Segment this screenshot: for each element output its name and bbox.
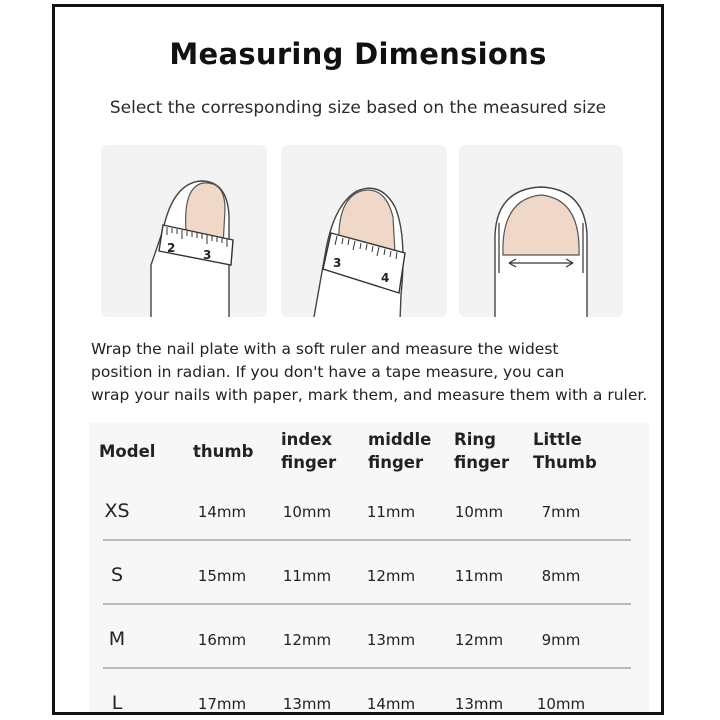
- cell-xs-little: 7mm: [541, 503, 581, 521]
- cell-l-little: 10mm: [536, 695, 586, 713]
- header-little-thumb: Little Thumb: [533, 430, 597, 472]
- header-index-finger: index finger: [281, 430, 337, 472]
- thumb-ruler-label-3: 3: [203, 248, 212, 262]
- measurement-instructions: [91, 338, 651, 407]
- row-model-l: L: [111, 692, 123, 714]
- cell-xs-index: 10mm: [282, 503, 332, 521]
- cell-l-middle: 14mm: [366, 695, 416, 713]
- cell-s-middle: 12mm: [366, 567, 416, 585]
- row-model-s: S: [110, 564, 124, 586]
- cell-l-ring: 13mm: [454, 695, 504, 713]
- cell-s-index: 11mm: [282, 567, 332, 585]
- header-model: Model: [99, 442, 156, 461]
- instruction-line: position in radian. If you don't have a tape measure, you can: [91, 363, 565, 381]
- size-chart-card: [52, 4, 664, 715]
- index-ruler-label-3: 3: [333, 256, 342, 270]
- cell-xs-ring: 10mm: [454, 503, 504, 521]
- index-ruler-label-4: 4: [381, 271, 390, 285]
- cell-m-index: 12mm: [282, 631, 332, 649]
- page-title: Measuring Dimensions: [169, 37, 547, 71]
- cell-l-index: 13mm: [282, 695, 332, 713]
- cell-s-thumb: 15mm: [197, 567, 247, 585]
- cell-m-ring: 12mm: [454, 631, 504, 649]
- cell-l-thumb: 17mm: [197, 695, 247, 713]
- cell-m-middle: 13mm: [366, 631, 416, 649]
- instruction-line: Wrap the nail plate with a soft ruler and measure the widest: [91, 340, 559, 358]
- page-subtitle: Select the corresponding size based on the measured size: [109, 98, 607, 118]
- cell-xs-middle: 11mm: [366, 503, 416, 521]
- cell-s-ring: 11mm: [454, 567, 504, 585]
- thumb-ruler-label-2: 2: [167, 241, 176, 255]
- index-measure-illustration: [281, 145, 447, 317]
- thumb-measure-illustration: [101, 145, 267, 317]
- header-ring-finger: Ring finger: [454, 430, 510, 472]
- cell-m-little: 9mm: [541, 631, 581, 649]
- row-divider: [103, 539, 631, 541]
- cell-xs-thumb: 14mm: [197, 503, 247, 521]
- nail-width-illustration: [459, 145, 623, 317]
- row-divider: [103, 603, 631, 605]
- cell-m-thumb: 16mm: [197, 631, 247, 649]
- instruction-line: wrap your nails with paper, mark them, and measure them with a ruler.: [91, 386, 648, 404]
- header-thumb: thumb: [193, 442, 254, 461]
- cell-s-little: 8mm: [541, 567, 581, 585]
- header-middle-finger: middle finger: [368, 430, 432, 472]
- row-divider: [103, 667, 631, 669]
- row-model-xs: XS: [104, 500, 130, 522]
- row-model-m: M: [108, 628, 126, 650]
